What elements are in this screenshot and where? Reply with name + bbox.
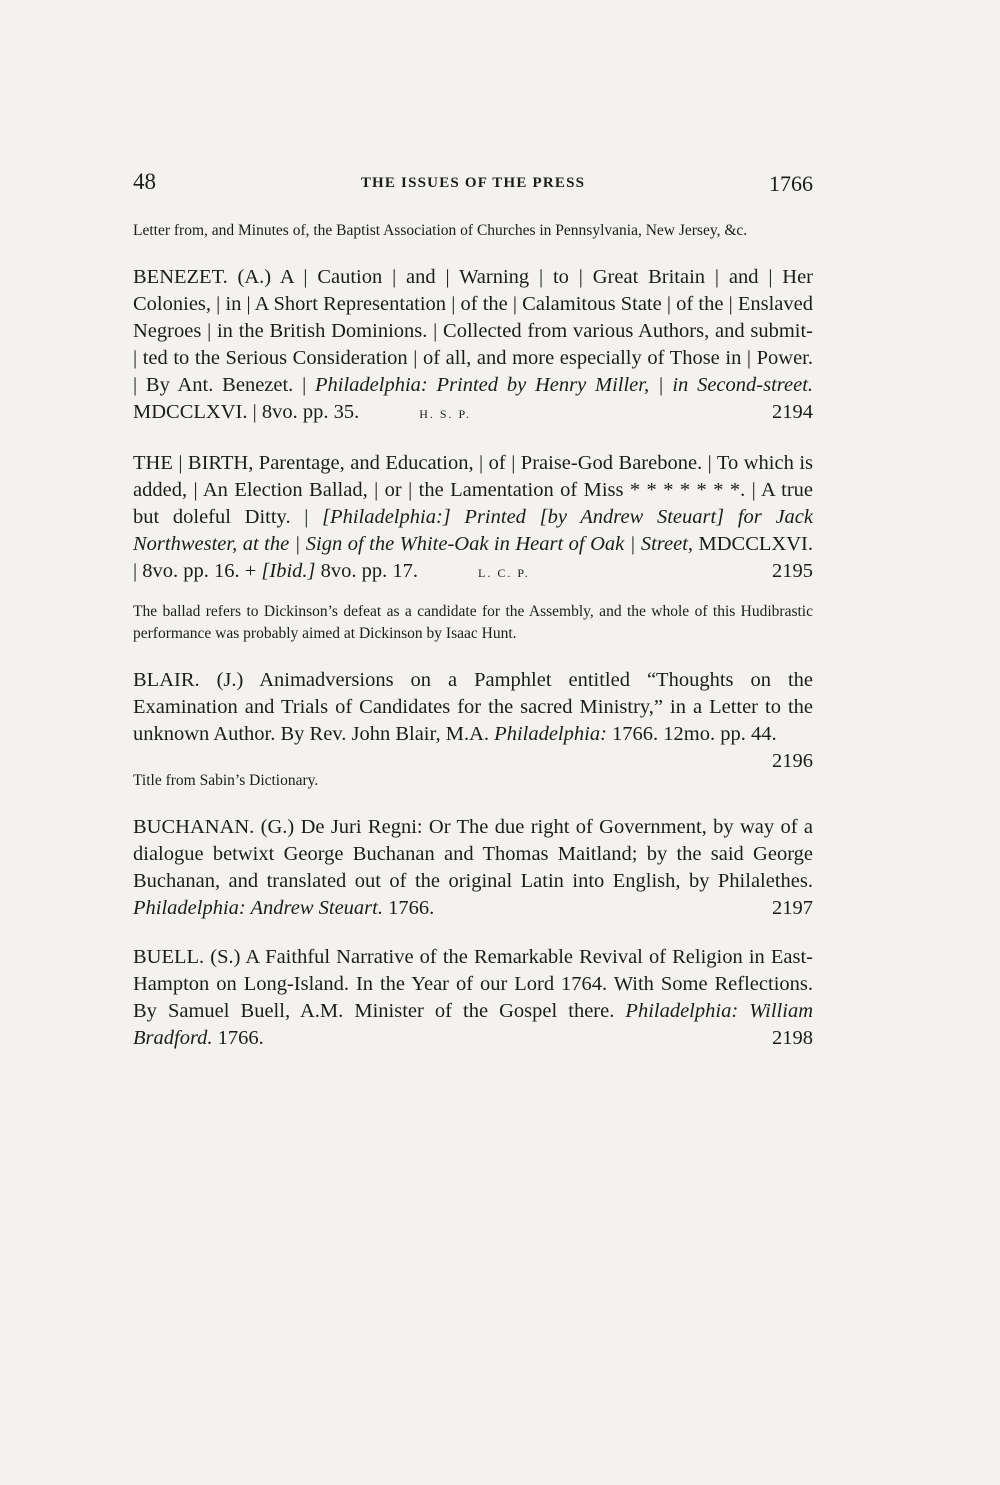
note-sabin: Title from Sabin’s Dictionary. <box>133 772 319 789</box>
running-title: THE ISSUES OF THE PRESS <box>360 175 586 191</box>
entry-benezet-library: H. S. P. <box>419 407 471 421</box>
entry-birth <box>133 450 813 587</box>
entry-buchanan <box>133 814 813 922</box>
entry-birth-text: THE | BIRTH, Parentage, and Education, | of | Praise-God Barebone. | To which is added, | An Election Ballad, | or | the Lamentation of Miss * * * * * * *. | A true but doleful Ditty. | <box>133 452 813 528</box>
page-body <box>133 220 813 1052</box>
note-baptist: Letter from, and Minutes of, the Baptist Association of Churches in Pennsylvania, New Jersey, &c. <box>133 222 748 239</box>
entry-blair-tail: 1766. 12mo. pp. 44. <box>606 723 777 745</box>
entry-birth-number: 2195 <box>772 560 813 582</box>
entry-blair <box>133 667 813 772</box>
entry-benezet <box>133 264 813 428</box>
entry-birth-imprint: [Philadelphia:] Printed [by Andrew Steuart] for Jack Northwester, at the | Sign of the White-Oak in Heart of Oak | Street, <box>133 506 813 555</box>
entry-buchanan-imprint: Philadelphia: Andrew Steuart. <box>133 897 383 919</box>
note-ballad: The ballad refers to Dickinson’s defeat as a candidate for the Assembly, and the whole of this Hudibrastic performance was probably aimed at Dickinson by Isaac Hunt. <box>133 603 813 642</box>
entry-buchanan-number: 2197 <box>772 897 813 919</box>
running-head <box>133 165 813 199</box>
entry-birth-ibid: [Ibid.] <box>261 560 316 582</box>
entry-buell-imprint: Philadelphia: William Bradford. <box>133 1000 813 1049</box>
entry-benezet-text: BENEZET. (A.) A | Caution | and | Warning | to | Great Britain | and | Her Colonies, | in | A Short Representation | of the | Calamitous State | of the | Enslaved Negroes | in the British Dominions. | Collected from various Authors, and submit- | ted to the Serious Consideration | of all, and more especially of Those in | Power. | By Ant. Benezet. | <box>133 266 813 396</box>
entry-birth-tail: MDCCLXVI. | 8vo. pp. 16. + <box>133 533 813 582</box>
entry-buell-number: 2198 <box>772 1027 813 1049</box>
entry-buchanan-tail: 1766. <box>382 897 435 919</box>
entry-blair-number: 2196 <box>772 750 813 772</box>
entry-buell-text: BUELL. (S.) A Faithful Narrative of the Remarkable Revival of Religion in East-Hampton on Long-Island. In the Year of our Lord 1764. With Some Reflections. By Samuel Buell, A.M. Minister of the Gospel there. <box>133 946 813 1022</box>
running-year: 1766 <box>769 171 813 196</box>
entry-buell-tail: 1766. <box>212 1027 264 1049</box>
entry-blair-text: BLAIR. (J.) Animadversions on a Pamphlet entitled “Thoughts on the Examination and Trials of Candidates for the sacred Ministry,” in a Letter to the unknown Author. By Rev. John Blair, M.A. <box>133 669 813 745</box>
entry-birth-library: L. C. P. <box>478 566 530 580</box>
page-number: 48 <box>133 169 156 194</box>
entry-birth-tail-b: 8vo. pp. 17. <box>315 560 419 582</box>
entry-benezet-tail: MDCCLXVI. | 8vo. pp. 35. <box>133 401 360 423</box>
entry-benezet-number: 2194 <box>772 401 813 423</box>
entry-buell <box>133 944 813 1052</box>
entry-benezet-imprint: Philadelphia: Printed by Henry Miller, | in Second-street. <box>315 374 814 396</box>
entry-blair-imprint: Philadelphia: <box>494 723 607 745</box>
entry-buchanan-text: BUCHANAN. (G.) De Juri Regni: Or The due right of Government, by way of a dialogue betwixt George Buchanan and Thomas Maitland; by the said George Buchanan, and translated out of the original Latin into English, by Philalethes. <box>133 816 813 892</box>
